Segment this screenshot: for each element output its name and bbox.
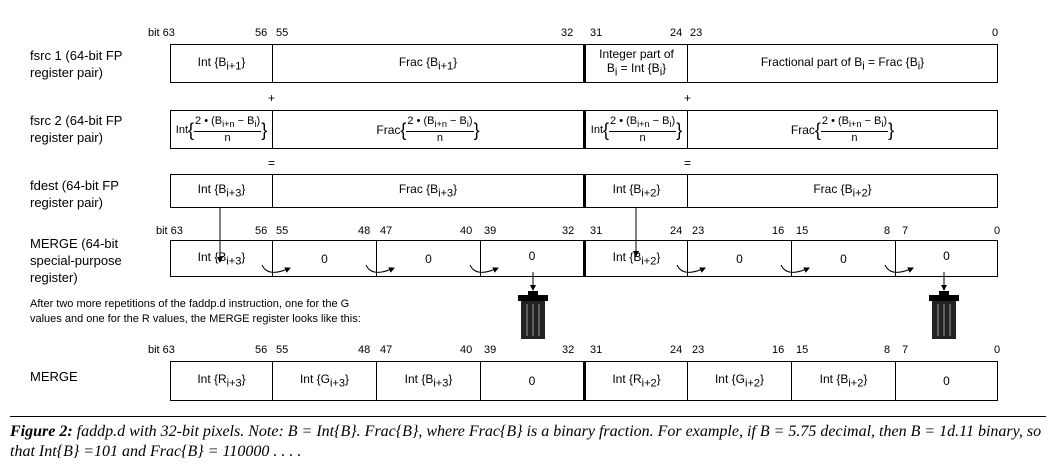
- bit-label: 32: [561, 27, 574, 39]
- caption-divider: [10, 416, 1046, 417]
- bit-label: 23: [690, 27, 703, 39]
- figure-number: Figure 2:: [10, 423, 73, 440]
- plus-sign: +: [684, 91, 692, 105]
- merge-byte-6: 0: [321, 251, 328, 266]
- caption-text: faddp.d with 32-bit pixels. Note: B = Int{B}. Frac{B}, where Frac{B} is a binary fraction. For example, if B = 5.75 decimal, then B = 1d.11 binary, so that Int{B} =101 and Frac{B} = 110000 . . . .: [10, 423, 1042, 460]
- bit-label: 31: [590, 27, 603, 39]
- fsrc2-label: fsrc 2 (64-bit FP register pair): [30, 113, 123, 145]
- merge-byte-7: Int $\{B_{i+3}\}$: [197, 249, 246, 268]
- fsrc1-frac-high: Frac $\{B_{i+1}\}$: [398, 54, 458, 73]
- merge-byte-1: 0: [840, 251, 847, 266]
- merge-final-label: MERGE: [30, 369, 78, 384]
- merge-final-byte-2: Int $\{G_{i+2}\}$: [714, 372, 765, 390]
- merge-final-byte-5: Int $\{B_{i+3}\}$: [404, 372, 453, 390]
- merge-special-label: MERGE (64-bit special-purpose register): [30, 236, 122, 285]
- bit-label: bit 63: [148, 27, 175, 39]
- trash-can-icon: [929, 291, 959, 339]
- bit-label: 56: [255, 27, 268, 39]
- fdest-int-high: Int $\{B_{i+3}\}$: [197, 182, 246, 200]
- plus-sign: +: [268, 91, 276, 105]
- shift-arrow-icon: [677, 265, 705, 272]
- merge-byte-5: 0: [425, 251, 432, 266]
- bit-label: 24: [670, 27, 683, 39]
- shift-arrow-icon: [262, 265, 290, 272]
- fsrc2-frac-low: Frac { $\frac{2 • (B_{i+n} - B_i)}{n}$ }: [790, 115, 895, 144]
- figure-caption: [10, 422, 1046, 462]
- merge-final-byte-3: Int $\{R_{i+2}\}$: [612, 372, 661, 390]
- merge-byte-2: 0: [736, 251, 743, 266]
- fdest-frac-high: Frac $\{B_{i+3}\}$: [398, 182, 458, 200]
- fsrc1-int-high: Int $\{B_{i+1}\}$: [197, 54, 246, 73]
- fsrc2-int-low: Int { $\frac{2 • (B_{i+n} - B_i)}{n}$ }: [590, 115, 683, 144]
- equals-sign: =: [684, 156, 692, 170]
- merge-final-byte-1: Int $\{B_{i+2}\}$: [819, 372, 868, 390]
- trash-can-icon: [518, 291, 548, 339]
- merge-byte-4: 0: [528, 249, 536, 263]
- shift-arrow-icon: [470, 265, 498, 272]
- merge-byte-0: 0: [943, 249, 950, 263]
- merge-final-byte-7: Int $\{R_{i+3}\}$: [197, 372, 246, 390]
- fdest-label: fdest (64-bit FP register pair): [30, 178, 119, 210]
- repetition-note: After two more repetitions of the faddp.d instruction, one for the G values and one for the R values, the MERGE register looks like this:: [30, 298, 361, 325]
- fsrc1-int-low: Integer part of $B_i$ = Int $\{B_i\}$: [599, 47, 674, 79]
- bit-label: 55: [276, 27, 289, 39]
- equals-sign: =: [268, 156, 276, 170]
- merge-byte-3: Int $\{B_{i+2}\}$: [612, 249, 661, 268]
- fdest-frac-low: Frac $\{B_{i+2}\}$: [813, 182, 872, 200]
- fsrc1-frac-low: Fractional part of $B_i$ = Frac $\{B_i\}$: [760, 54, 925, 73]
- shift-arrow-icon: [781, 265, 809, 272]
- fsrc1-label: fsrc 1 (64-bit FP register pair): [30, 48, 123, 80]
- shift-arrow-icon: [885, 265, 913, 272]
- shift-arrow-icon: [366, 265, 394, 272]
- fsrc2-int-high: Int { $\frac{2 • (B_{i+n} - B_i)}{n}$ }: [175, 115, 268, 144]
- merge-final-byte-0: 0: [943, 374, 950, 388]
- fsrc2-frac-high: Frac { $\frac{2 • (B_{i+n} - B_i)}{n}$ }: [376, 115, 480, 144]
- fdest-int-low: Int $\{B_{i+2}\}$: [612, 182, 661, 200]
- merge-final-byte-6: Int $\{G_{i+3}\}$: [299, 372, 350, 390]
- merge-final-byte-4: 0: [528, 374, 536, 388]
- bit-label: 0: [992, 27, 999, 39]
